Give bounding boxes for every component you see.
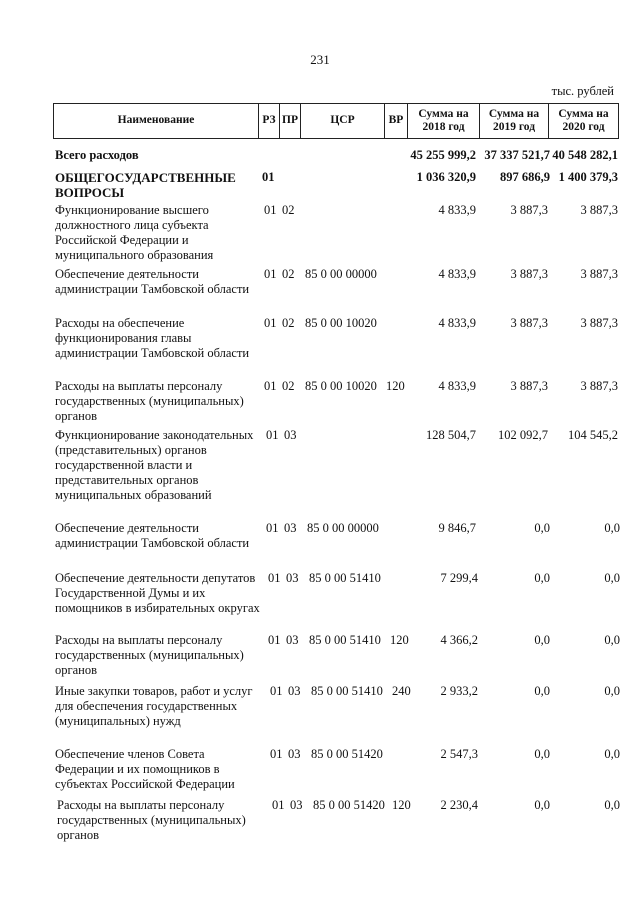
row-sum-2018: 9 846,7 bbox=[438, 521, 476, 535]
row-name: Расходы на обеспечение функционирования главы администрации Тамбовской области bbox=[55, 316, 250, 360]
row-sum-2019: 102 092,7 bbox=[498, 428, 548, 442]
row-sum-2018: 2 547,3 bbox=[440, 747, 478, 761]
row-rz: 01 bbox=[270, 747, 283, 761]
row-sum-2019: 3 887,3 bbox=[510, 203, 548, 217]
row-name: Всего расходов bbox=[55, 148, 139, 162]
units-label: тыс. рублей bbox=[551, 84, 614, 98]
row-rz: 01 bbox=[268, 571, 281, 585]
row-sum-2020: 0,0 bbox=[604, 798, 620, 812]
row-sum-2019: 3 887,3 bbox=[510, 267, 548, 281]
row-sum-2018: 4 833,9 bbox=[438, 379, 476, 393]
row-rz: 01 bbox=[264, 379, 277, 393]
row-name: Расходы на выплаты персоналу государственных (муниципальных) органов bbox=[57, 798, 246, 842]
row-vr: 240 bbox=[392, 684, 411, 698]
row-sum-2020: 3 887,3 bbox=[580, 203, 618, 217]
row-sum-2019: 0,0 bbox=[534, 571, 550, 585]
row-sum-2019: 0,0 bbox=[534, 798, 550, 812]
row-pr: 03 bbox=[286, 571, 299, 585]
row-pr: 03 bbox=[288, 747, 301, 761]
row-sum-2020: 0,0 bbox=[604, 571, 620, 585]
row-rz: 01 bbox=[264, 316, 277, 330]
row-name: Обеспечение деятельности администрации Тамбовской области bbox=[55, 267, 250, 296]
row-csr: 85 0 00 51420 bbox=[313, 798, 385, 812]
row-csr: 85 0 00 10020 bbox=[305, 379, 377, 393]
row-csr: 85 0 00 10020 bbox=[305, 316, 377, 330]
header-sum-2018: Сумма на 2018 год bbox=[407, 104, 479, 138]
row-pr: 03 bbox=[290, 798, 303, 812]
row-rz: 01 bbox=[262, 170, 275, 184]
row-sum-2019: 3 887,3 bbox=[510, 316, 548, 330]
row-name: Обеспечение деятельности депутатов Государственной Думы и их помощников в избирательных округах bbox=[55, 571, 260, 615]
row-pr: 02 bbox=[282, 379, 295, 393]
row-rz: 01 bbox=[266, 428, 279, 442]
row-sum-2019: 0,0 bbox=[534, 684, 550, 698]
row-sum-2020: 104 545,2 bbox=[568, 428, 618, 442]
row-pr: 02 bbox=[282, 267, 295, 281]
row-sum-2018: 4 833,9 bbox=[438, 316, 476, 330]
row-sum-2018: 4 833,9 bbox=[438, 267, 476, 281]
row-csr: 85 0 00 00000 bbox=[307, 521, 379, 535]
header-sum-2020: Сумма на 2020 год bbox=[548, 104, 618, 138]
row-sum-2019: 0,0 bbox=[534, 521, 550, 535]
row-csr: 85 0 00 51410 bbox=[309, 571, 381, 585]
row-name: Иные закупки товаров, работ и услуг для обеспечения государственных (муниципальных) нужд bbox=[55, 684, 253, 728]
row-sum-2019: 37 337 521,7 bbox=[484, 148, 550, 162]
header-sum-2019: Сумма на 2019 год bbox=[479, 104, 548, 138]
row-name: Обеспечение членов Совета Федерации и их помощников в субъектах Российской Федерации bbox=[55, 747, 235, 791]
page-number: 231 bbox=[310, 52, 330, 67]
row-sum-2020: 3 887,3 bbox=[580, 379, 618, 393]
row-sum-2018: 7 299,4 bbox=[440, 571, 478, 585]
row-sum-2018: 4 366,2 bbox=[440, 633, 478, 647]
row-rz: 01 bbox=[266, 521, 279, 535]
header-rz: РЗ bbox=[258, 104, 279, 138]
row-sum-2020: 0,0 bbox=[604, 633, 620, 647]
table-header bbox=[53, 103, 619, 139]
row-name: Расходы на выплаты персоналу государственных (муниципальных) органов bbox=[55, 379, 244, 423]
row-rz: 01 bbox=[272, 798, 285, 812]
row-sum-2020: 3 887,3 bbox=[580, 267, 618, 281]
row-sum-2020: 1 400 379,3 bbox=[558, 170, 618, 184]
row-name: Функционирование законодательных (представительных) органов государственной власти и представительных органов муниципальных образований bbox=[55, 428, 254, 502]
row-sum-2019: 0,0 bbox=[534, 633, 550, 647]
row-pr: 03 bbox=[288, 684, 301, 698]
header-csr: ЦСР bbox=[300, 104, 384, 138]
row-sum-2020: 0,0 bbox=[604, 521, 620, 535]
row-sum-2020: 3 887,3 bbox=[580, 316, 618, 330]
row-sum-2019: 897 686,9 bbox=[500, 170, 550, 184]
row-sum-2018: 4 833,9 bbox=[438, 203, 476, 217]
row-pr: 02 bbox=[282, 316, 295, 330]
header-name: Наименование bbox=[117, 114, 195, 127]
row-pr: 03 bbox=[286, 633, 299, 647]
row-rz: 01 bbox=[268, 633, 281, 647]
row-name: Функционирование высшего должностного лица субъекта Российской Федерации и муниципального образования bbox=[55, 203, 214, 262]
row-sum-2020: 0,0 bbox=[604, 747, 620, 761]
row-sum-2018: 2 230,4 bbox=[440, 798, 478, 812]
row-sum-2018: 45 255 999,2 bbox=[410, 148, 476, 162]
row-csr: 85 0 00 51410 bbox=[309, 633, 381, 647]
row-csr: 85 0 00 51410 bbox=[311, 684, 383, 698]
row-sum-2018: 1 036 320,9 bbox=[416, 170, 476, 184]
row-name: Расходы на выплаты персоналу государственных (муниципальных) органов bbox=[55, 633, 244, 677]
row-sum-2019: 3 887,3 bbox=[510, 379, 548, 393]
row-sum-2020: 40 548 282,1 bbox=[552, 148, 618, 162]
row-name: ОБЩЕГОСУДАРСТВЕННЫЕ ВОПРОСЫ bbox=[55, 170, 236, 200]
row-rz: 01 bbox=[264, 267, 277, 281]
row-vr: 120 bbox=[390, 633, 409, 647]
row-pr: 03 bbox=[284, 521, 297, 535]
row-pr: 02 bbox=[282, 203, 295, 217]
row-pr: 03 bbox=[284, 428, 297, 442]
row-csr: 85 0 00 51420 bbox=[311, 747, 383, 761]
row-sum-2019: 0,0 bbox=[534, 747, 550, 761]
row-sum-2020: 0,0 bbox=[604, 684, 620, 698]
row-csr: 85 0 00 00000 bbox=[305, 267, 377, 281]
header-vr: ВР bbox=[384, 104, 407, 138]
row-sum-2018: 2 933,2 bbox=[440, 684, 478, 698]
row-vr: 120 bbox=[386, 379, 405, 393]
row-sum-2018: 128 504,7 bbox=[426, 428, 476, 442]
row-rz: 01 bbox=[270, 684, 283, 698]
row-vr: 120 bbox=[392, 798, 411, 812]
row-rz: 01 bbox=[264, 203, 277, 217]
header-pr: ПР bbox=[279, 104, 300, 138]
row-name: Обеспечение деятельности администрации Тамбовской области bbox=[55, 521, 250, 550]
